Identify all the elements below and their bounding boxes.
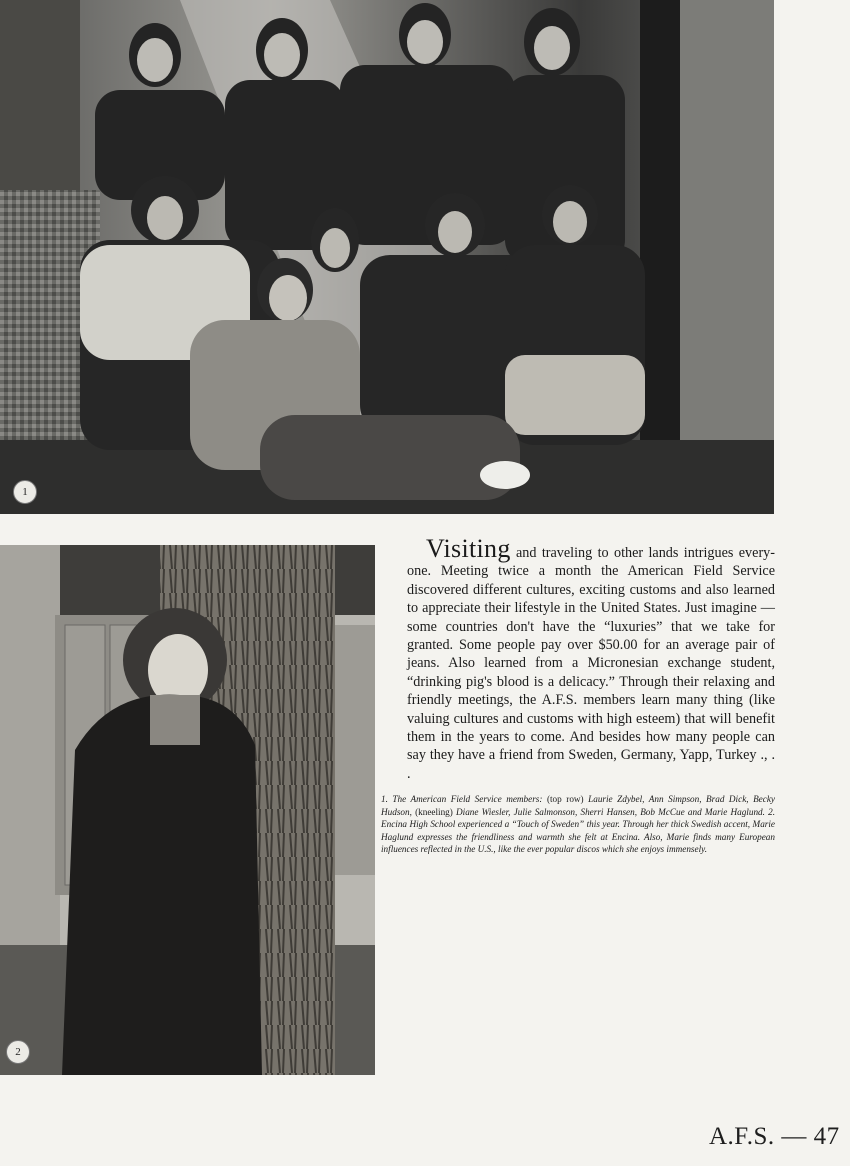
lead-word: Visiting [426, 534, 511, 563]
page-number: A.F.S. — 47 [709, 1123, 840, 1150]
portrait-photo-image [0, 545, 375, 1075]
caption-part-3: Laurie Zdybel, Ann Simpson, Brad Dick, Becky Hudson, [381, 794, 775, 817]
photo-caption [381, 793, 775, 856]
caption-part-4: (kneeling) [411, 806, 457, 817]
caption-part-1: 1. The American Field Service members: [381, 794, 543, 804]
caption-part-2: (top row) [542, 794, 589, 804]
article-body [407, 534, 775, 783]
portrait-photo [0, 545, 375, 1075]
group-photo-image [0, 0, 774, 514]
group-photo [0, 0, 774, 514]
photo-number-1: 1 [13, 480, 37, 504]
photo-number-2: 2 [6, 1040, 30, 1064]
caption-part-5: Diane Wiesler, Julie Salmonson, Sherri Hansen, Bob McCue and Marie Haglund. 2. Encina High School experienced a “Touch of Sweden” this year. Through her thick Swedish accent, Marie Haglund expresses the friendliness and warmth she felt at Encina. Also, Marie finds many European influences reflected in the U.S., like the ever popular discos which she enjoys immensely. [381, 806, 775, 855]
article-text: and traveling to other lands intrigues every-one. Meeting twice a month the American Field Service discovered different cultures, exciting customs and also learned to appreciate their lifestyle in the United States. Just imagine — some countries don't have the “luxuries” that we take for granted. Some people pay over $50.00 for an average pair of jeans. Also learned from a Micronesian exchange student, “drinking pig's blood is a delicacy.” Through their relaxing and friendly meetings, the A.F.S. members learn many thing (like valuing cultures and customs with high esteem) that will benefit them in the years to come. And besides how many people can say they have a friend from Sweden, Germany, Yapp, Turkey ., . . [407, 545, 775, 782]
